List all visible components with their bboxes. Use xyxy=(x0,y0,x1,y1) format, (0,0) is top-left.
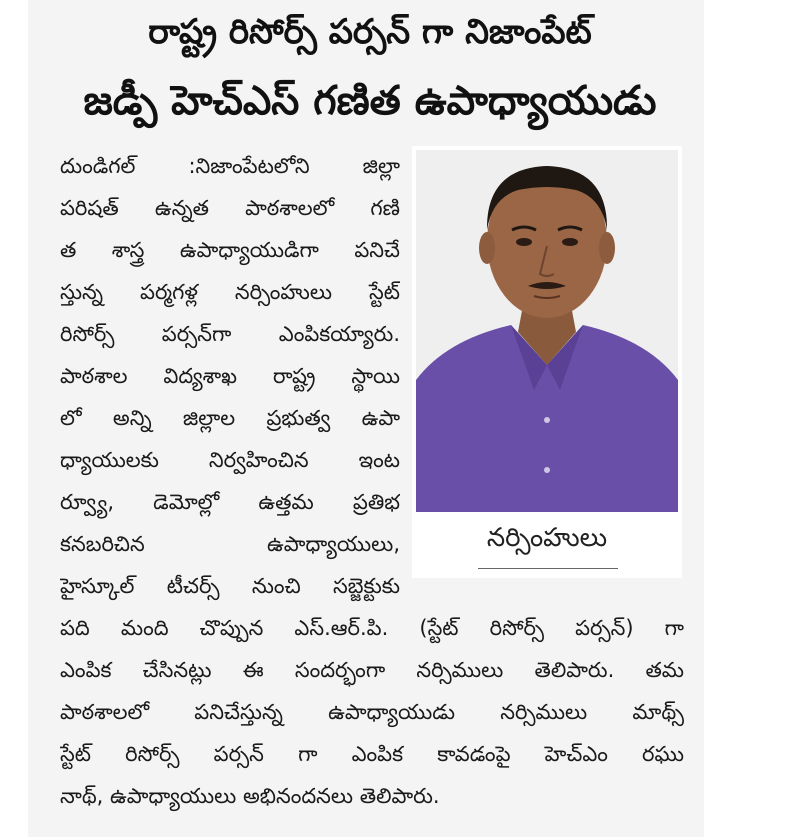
caption-divider xyxy=(478,568,618,569)
article-line: హైస్కూల్ టీచర్స్ నుంచి సబ్జెక్టుకు xyxy=(60,574,400,598)
photo-caption: నర్సింహులు xyxy=(486,523,608,553)
photo-box xyxy=(412,146,682,578)
article-line: ధ్యాయులకు నిర్వహించిన ఇంట xyxy=(60,448,400,472)
article-line: స్టేట్ రిసోర్స్ పర్సన్ గా ఎంపిక కావడంపై హెచ్ఎం రఘు xyxy=(60,742,684,766)
article-line: ర్వ్యూ, డెమోల్లో ఉత్తమ ప్రతిభ xyxy=(60,490,400,514)
headline-line-2: జడ్పీ హెచ్ఎస్ గణిత ఉపాధ్యాయుడు xyxy=(83,78,657,124)
article-line: పాఠశాలలో పనిచేస్తున్న ఉపాధ్యాయుడు నర్సిములు మాథ్స్ xyxy=(60,700,684,724)
article-line: రిసోర్స్ పర్సన్‌గా ఎంపికయ్యారు. xyxy=(60,322,400,346)
article-line: ఎంపిక చేసినట్లు ఈ సందర్భంగా నర్సిములు తెలిపారు. తమ xyxy=(60,658,684,682)
article-line: స్తున్న పర్మగళ్ల నర్సింహులు స్టేట్ xyxy=(60,280,400,304)
article-line: కనబరిచిన ఉపాధ్యాయులు, xyxy=(60,532,400,556)
article-line: నాథ్, ఉపాధ్యాయులు అభినందనలు తెలిపారు. xyxy=(60,784,440,808)
portrait-illustration xyxy=(416,150,678,512)
portrait-photo xyxy=(416,150,678,512)
article-line: దుండిగల్ :నిజాంపేటలోని జిల్లా xyxy=(60,154,400,178)
headline-line-1: రాష్ట్ర రిసోర్స్ పర్సన్ గా నిజాంపేట్ xyxy=(148,12,592,52)
article-line: పాఠశాల విద్యశాఖ రాష్ట్ర స్థాయి xyxy=(60,364,400,388)
article-line: త శాస్త్ర ఉపాధ్యాయుడిగా పనిచే xyxy=(60,238,400,262)
article-line: పరిషత్ ఉన్నత పాఠశాలలో గణి xyxy=(60,196,400,220)
article-line: లో అన్ని జిల్లాల ప్రభుత్వ ఉపా xyxy=(60,406,400,430)
article-line: పది మంది చొప్పున ఎస్.ఆర్.పి. (స్టేట్ రిసోర్స్ పర్సన్) గా xyxy=(60,616,684,640)
